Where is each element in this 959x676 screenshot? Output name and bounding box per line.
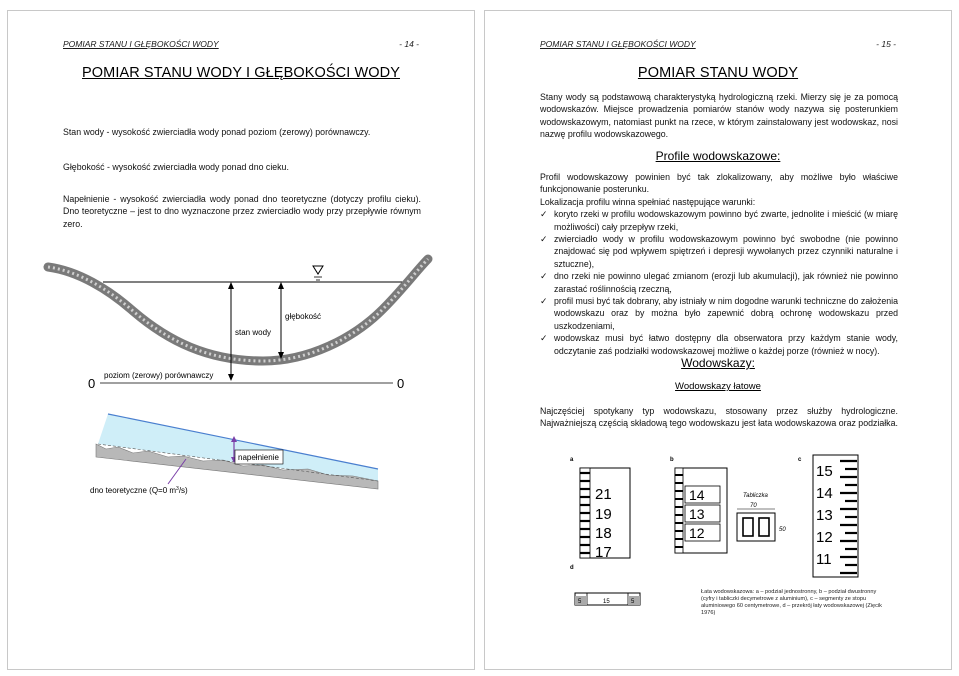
svg-text:14: 14 — [689, 487, 705, 503]
profile-section-title: Profile wodowskazowe: — [655, 149, 781, 163]
svg-text:18: 18 — [595, 525, 612, 542]
header-title: POMIAR STANU I GŁĘBOKOŚCI WODY — [63, 39, 219, 49]
label-c: c — [798, 457, 802, 463]
list-item: ✓ koryto rzeki w profilu wodowskazowym powinno być zwarte, jednolite i mieścić (w miarę możliwości) cały przepływ rzeki, — [540, 209, 898, 232]
label-b: b — [670, 457, 674, 463]
zero-right: 0 — [397, 376, 405, 391]
list-item: ✓ profil musi być tak dobrany, aby istniały w nim dogodne warunki techniczne do założenia wodowskazu oraz by można było zapewnić dobrą ochronę wodowskazu przed uszkodzeniami, — [540, 296, 898, 331]
list-item: ✓ zwierciadło wody w profilu wodowskazowym powinno być swobodne (nie powinno znajdować się pod wpływem spiętrzeń i depresji wywołanych przez czynniki naturalne i sztuczne), — [540, 234, 898, 269]
check-icon: ✓ — [540, 333, 548, 344]
svg-text:12: 12 — [816, 529, 833, 546]
tabliczka-detail — [737, 493, 786, 541]
page-header — [540, 39, 896, 49]
gauges-section-title: Wodowskazy: — [681, 356, 755, 370]
page-number: - 14 - — [399, 39, 419, 49]
page-number: - 15 - — [876, 39, 896, 49]
label-stan-wody: stan wody — [235, 328, 272, 337]
svg-text:Tabliczka: Tabliczka — [743, 493, 768, 499]
check-icon: ✓ — [540, 209, 548, 220]
svg-text:5: 5 — [578, 599, 582, 605]
svg-text:21: 21 — [595, 486, 612, 503]
header-title: POMIAR STANU I GŁĘBOKOŚCI WODY — [540, 39, 696, 49]
gauge-a — [580, 468, 630, 561]
svg-text:15: 15 — [603, 599, 610, 605]
conditions-intro: Lokalizacja profilu winna spełniać następujące warunki: — [540, 196, 756, 207]
definition-napelnienie: Napełnienie - wysokość zwierciadła wody ponad dno teoretyczne (dotyczy profilu cieku). Dno teoretyczne – jest to dno wyznaczone przez zwierciadło wody przy przepływie równym zero. — [63, 194, 421, 229]
gauge-b — [675, 468, 727, 553]
gauge-section-d — [575, 593, 640, 605]
list-item: ✓ dno rzeki nie powinno ulegać zmianom (erozji lub akumulacji), jak również nie powinno zarastać roślinnością rzeczną, — [540, 271, 898, 294]
check-icon: ✓ — [540, 234, 548, 245]
page-title: POMIAR STANU WODY — [637, 65, 799, 81]
staff-gauge-title: Wodowskazy łatowe — [675, 381, 761, 392]
label-napelnienie: napełnienie — [238, 453, 279, 462]
check-icon: ✓ — [540, 296, 548, 307]
svg-text:14: 14 — [816, 485, 833, 502]
left-page — [7, 10, 475, 670]
svg-text:12: 12 — [689, 525, 705, 541]
gauge-c — [813, 455, 858, 577]
right-page — [484, 10, 952, 670]
svg-text:5: 5 — [631, 599, 635, 605]
svg-text:19: 19 — [595, 506, 612, 523]
slope-figure — [8, 409, 475, 509]
list-item: ✓ wodowskaz musi być łatwo dostępny dla obserwatora przy każdym stanie wody, odczytanie zaś podziałki wodowskazowej możliwe o każdej porze (również w nocy). — [540, 333, 898, 356]
label-a: a — [570, 457, 574, 463]
page-header — [63, 39, 419, 49]
label-poziom: poziom (zerowy) porównawczy — [104, 371, 214, 380]
definition-glebokosc: Głębokość - wysokość zwierciadła wody ponad dno cieku. — [63, 162, 289, 172]
svg-text:13: 13 — [689, 506, 705, 522]
profile-intro: Profil wodowskazowy powinien być tak zlokalizowany, aby możliwe było właściwe funkcjonowanie posterunku. — [540, 172, 898, 195]
label-glebokosc: głębokość — [285, 312, 322, 321]
svg-text:15: 15 — [816, 463, 833, 480]
svg-text:11: 11 — [816, 551, 832, 568]
page-title: POMIAR STANU WODY I GŁĘBOKOŚCI WODY — [82, 65, 400, 81]
profile-section-body — [540, 171, 898, 357]
intro-paragraph: Stany wody są podstawową charakterystyką hydrologiczną rzeki. Mierzy się je za pomocą wodowskazów. Miejsce prowadzenia pomiarów stanów wody nazywa się posterunkiem wodowskazowym, natomiast punkt na rzece, w którym zainstalowany jest wodowskaz, nosi nazwę profilu wodowskazowego. — [540, 92, 898, 140]
conditions-list — [540, 208, 898, 357]
definition-stan: Stan wody - wysokość zwierciadła wody ponad poziom (zerowy) porównawczy. — [63, 127, 371, 137]
zero-left: 0 — [88, 376, 96, 391]
water-level-symbol — [313, 266, 323, 274]
check-icon: ✓ — [540, 271, 548, 282]
svg-text:50: 50 — [779, 527, 786, 533]
svg-text:70: 70 — [750, 503, 757, 509]
svg-text:17: 17 — [595, 544, 612, 561]
staff-gauge-text: Najczęściej spotykany typ wodowskazu, stosowany przez służby hydrologiczne. Najważniejszą częścią składową tego wodowskazu jest łata wodowskazowa oraz podziałka. — [540, 406, 898, 429]
label-d: d — [570, 565, 574, 571]
svg-text:13: 13 — [816, 507, 833, 524]
riverbed — [48, 259, 428, 361]
label-dno-teoretyczne: dno teoretyczne (Q=0 $m^3/s$) — [90, 486, 188, 495]
figure-caption: Łata wodowskazowa: a – podział jednostronny, b – podział dwustronny (cyfry i tabliczki decymetrowe z aluminium), c – segmenty ze stopu aluminiowego 60 centymetrowe, d – przekrój łaty wodowskazowej (Zięcik 1976) — [701, 589, 882, 616]
cross-section-figure — [8, 249, 475, 399]
